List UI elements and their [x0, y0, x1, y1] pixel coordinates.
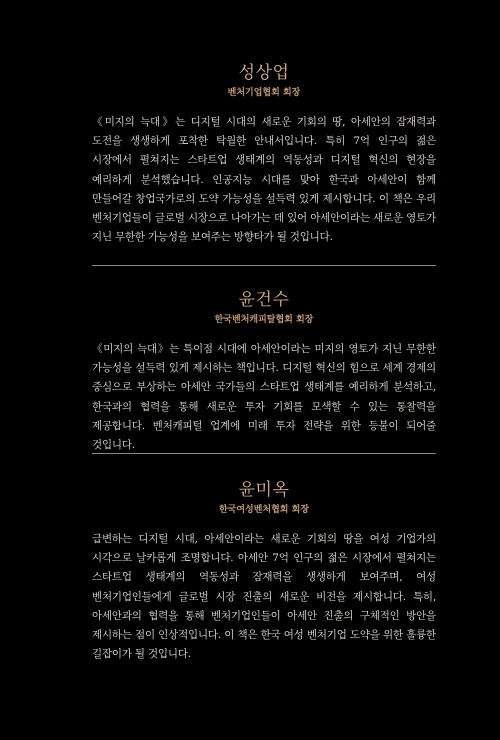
endorsement-text: 《미지의 늑대》는 디지털 시대의 새로운 기회의 땅, 아세안의 잠재력과 도전을 생생하게 포착한 탁월한 안내서입니다. 특히 7억 인구의 젊은 시장에서 펼쳐지는 스타트업 생태계의 역동성과 디지털 혁신의 현장을 예리하게 분석했습니다. 인공지능 시대를 맞아 한국과 아세안이 함께 만들어갈 창업국가로의 도약 가능성을 설득력 있게 제시합니다. 이 책은 우리 벤처기업들이 글로벌 시장으로 나아가는 데 있어 아세안이라는 새로운 영토가 지닌 무한한 가능성을 보여주는 방향타가 될 것입니다. [92, 116, 436, 244]
endorsement-1 [92, 63, 436, 247]
endorsement-3 [92, 480, 436, 664]
endorsement-2 [92, 290, 436, 455]
endorsement-text: 《미지의 늑대》는 특이점 시대에 아세안이라는 미지의 영토가 지닌 무한한 가능성을 설득력 있게 제시하는 책입니다. 디지털 혁신의 힘으로 세계 경제의 중심으로 부상하는 아세안 국가들의 스타트업 생태계를 예리하게 분석하고, 한국과의 협력을 통해 새로운 투자 기회를 모색할 수 있는 통찰력을 제공합니다. 벤처캐피털 업계에 미래 투자 전략을 위한 등불이 되어줄 것입니다. [92, 343, 436, 452]
endorser-name: 윤건수 [238, 290, 290, 310]
endorser-role: 한국벤처캐피탈협회 회장 [214, 315, 314, 325]
section-divider [92, 453, 436, 454]
endorser-role: 벤처기업협회 회장 [227, 88, 301, 98]
endorsement-text: 급변하는 디지털 시대, 아세안이라는 새로운 기회의 땅을 여성 기업가의 시각으로 날카롭게 조명합니다. 아세안 7억 인구의 젊은 시장에서 펼쳐지는 스타트업 생태계의 역동성과 잠재력을 생생하게 보여주며, 여성 벤처기업인들에게 글로벌 시장 진출의 새로운 비전을 제시합니다. 특히, 아세안과의 협력을 통해 벤처기업인들이 아세안 진출의 구체적인 방안을 제시하는 점이 인상적입니다. 이 책은 한국 여성 벤처기업 도약을 위한 훌륭한 길잡이가 될 것입니다. [92, 533, 436, 661]
endorser-name: 윤미옥 [238, 480, 290, 500]
section-divider [92, 265, 436, 266]
endorser-role: 한국여성벤처협회 회장 [218, 505, 310, 515]
endorser-name: 성상업 [238, 63, 290, 83]
